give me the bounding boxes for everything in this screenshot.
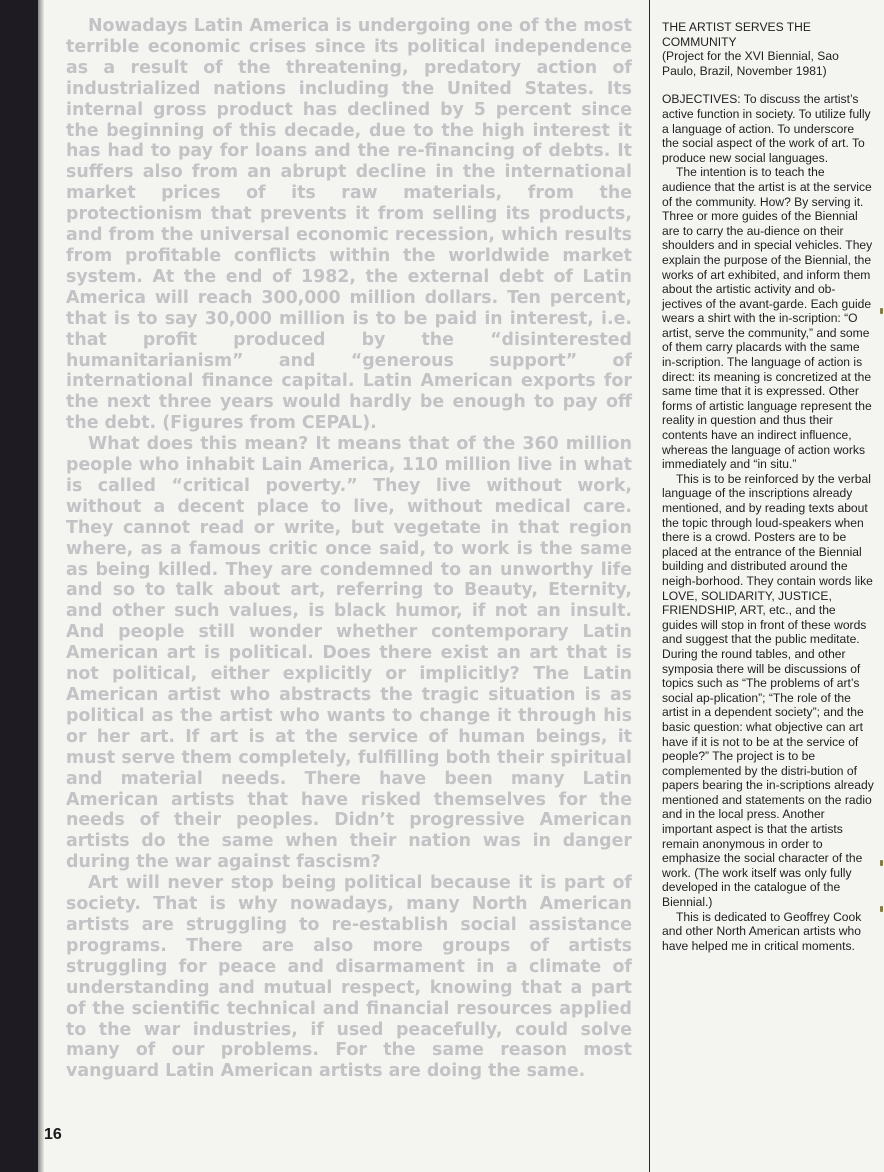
page-number: 16 (44, 1126, 62, 1143)
sidebar-title: THE ARTIST SERVES THE COMMUNITY (662, 20, 811, 49)
main-article-column (66, 16, 632, 1082)
sidebar-paragraph-dedication: This is dedicated to Geoffrey Cook and other North American artists who have helped me in critical moments. (662, 909, 862, 953)
margin-speck (880, 906, 883, 912)
article-paragraph-1: Nowadays Latin America is undergoing one of the most terrible economic crises since its political independence as a result of the threatening, predatory action of industrialized nations including the United States. Its internal gross product has declined by 5 percent since the beginning of this decade, due to the high interest it has had to pay for loans and the re-financing of debts. It suffers also from an abrupt decline in the international market prices of its raw materials, from the protectionism that prevents it from selling its products, and from the universal economic recession, which results from profitable conflicts within the worldwide market system. At the end of 1982, the external debt of Latin America will reach 300,000 million dollars. Ten percent, that is to say 30,000 million is to be paid in interest, i.e. that profit produced by the “disinterested humanitarianism” and “generous support” of international finance capital. Latin American exports for the next three years would hardly be enough to pay off the debt. (Figures from CEPAL). (66, 16, 632, 434)
article-paragraph-3: Art will never stop being political because it is part of society. That is why nowadays, many North American artists are struggling to re-establish social assistance programs. There are also more groups of artists struggling for peace and disarmament in a climate of understanding and mutual respect, knowing that a part of the scientific technical and financial resources applied to the war industries, if used peacefully, could solve many of our problems. For the same reason most vanguard Latin American artists are doing the same. (66, 873, 632, 1082)
sidebar-paragraph-reinforcement: This is to be reinforced by the verbal language of the inscriptions already mentioned, and by reading texts about the topic through loud-speakers when there is a crowd. Posters are to be placed at the entrance of the Biennial building and distributed around the neigh-borhood. They contain words like LOVE, SOLIDARITY, JUSTICE, FRIENDSHIP, ART, etc., and the guides will stop in front of these words and suggest that the public meditate. During the round tables, and other symposia there will be discussions of topics such as “The problems of art’s social ap-plication”; “The role of the artist in a dependent society”; and the basic question: what objective can art have if it is not to be at the service of people?” The project is to be complemented by the distri-bution of papers bearing the in-scriptions already mentioned and statements on the radio and in the local press. Another important aspect is that the artists remain anonymous in order to emphasize the social character of the work. (The work itself was only fully developed in the catalogue of the Biennial.) (662, 471, 874, 910)
column-divider (649, 0, 650, 1172)
margin-speck (880, 860, 883, 866)
sidebar-paragraph-objectives: OBJECTIVES: To discuss the artist’s active function in society. To utilize fully a language of action. To underscore the social aspect of the work of art. To produce new social languages. (662, 92, 871, 165)
margin-speck (880, 308, 883, 314)
project-sidebar (662, 20, 874, 953)
sidebar-paragraph-intention: The intention is to teach the audience that the artist is at the service of the community. How? By serving it. Three or more guides of the Biennial are to carry the au-dience on their shoulders and in special vehicles. They explain the purpose of the Biennial, the works of art exhibited, and inform them about the artistic activity and ob-jectives of the avant-garde. Each guide wears a shirt with the in-scription: “O artist, serve the community,” and some of them carry placards with the same in-scription. The language of action is direct: its meaning is concretized at the same time that it is expressed. Other forms of artistic language represent the reality in question and thus their contents have an indirect influence, whereas the language of action works immediately and “in situ.” (662, 165, 873, 472)
article-paragraph-2: What does this mean? It means that of the 360 million people who inhabit Lain America, 110 million live in what is called “critical poverty.” They live without work, without a decent place to live, without medical care. They cannot read or write, but vegetate in that region where, as a famous critic once said, to work is the same as being killed. They are condemned to an unworthy life and so to talk about art, referring to Beauty, Eternity, and other such values, is black humor, if not an insult. And people still wonder whether contemporary Latin American art is political. Does there exist an art that is not political, either explicitly or implicitly? The Latin American artist who abstracts the tragic situation is as political as the artist who wants to change it through his or her art. If art is at the service of human beings, it must serve them completely, fulfilling both their spiritual and material needs. There have been many Latin American artists that have risked themselves for the needs of their peoples. Didn’t progressive American artists do the same when their nation was in danger during the war against fascism? (66, 434, 632, 873)
binding-spine (0, 0, 38, 1172)
binding-shadow (38, 0, 44, 1172)
sidebar-subtitle: (Project for the XVI Biennial, Sao Paulo, Brazil, November 1981) (662, 49, 839, 78)
